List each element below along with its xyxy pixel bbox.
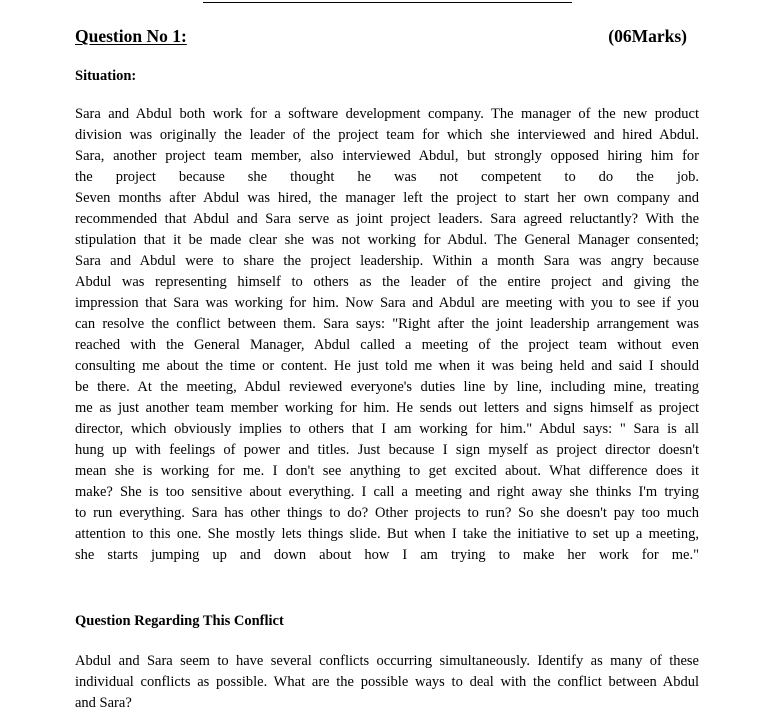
question-paragraph [75,651,699,714]
paragraph-line: Abdul was representing himself to others as the leader of the entire project and giving the [75,274,699,290]
situation-paragraph [75,104,699,566]
paragraph-line: mean she is working for me. I don't see anything to get excited about. What difference does it [75,463,699,479]
paragraph-line: Sara, another project team member, also interviewed Abdul, but strongly opposed hiring him for [75,148,699,164]
paragraph-line: be there. At the meeting, Abdul reviewed everyone's duties line by line, including mine, treating [75,379,699,395]
paragraph-line: Sara and Abdul were to share the project leadership. Within a month Sara was angry because [75,253,699,269]
paragraph-line: and Sara? [75,695,132,711]
paragraph-line: stipulation that it be made clear she was not working for Abdul. The General Manager consented; [75,232,699,248]
paragraph-line: can resolve the conflict between them. Sara says: "Right after the joint leadership arrangement was [75,316,699,332]
question-header [75,26,687,50]
paragraph-line: make? She is too sensitive about everything. I call a meeting and right away she thinks I'm trying [75,484,699,500]
question-section-heading: Question Regarding This Conflict [75,613,284,629]
paragraph-line: recommended that Abdul and Sara serve as joint project leaders. Sara agreed reluctantly? With the [75,211,699,227]
question-marks: (06Marks) [608,26,687,46]
paragraph-line: Abdul and Sara seem to have several conflicts occurring simultaneously. Identify as many of these [75,653,699,669]
paragraph-line: reached with the General Manager, Abdul called a meeting of the project team without even [75,337,699,353]
paragraph-line: Seven months after Abdul was hired, the manager left the project to start her own company and [75,190,699,206]
paragraph-line: hung up with feelings of power and titles. Just because I sign myself as project director doesn't [75,442,699,458]
paragraph-line: director, which obviously implies to others that I am working for him." Abdul says: " Sara is all [75,421,699,437]
paragraph-line: me as just another team member working for him. He sends out letters and signs himself as project [75,400,699,416]
paragraph-line: division was originally the leader of the project team for which she interviewed and hired Abdul. [75,127,699,143]
paragraph-line: Sara and Abdul both work for a software development company. The manager of the new product [75,106,699,122]
paragraph-line: the project because she thought he was not competent to do the job. [75,169,699,185]
paragraph-line: attention to this one. She mostly lets things slide. But when I take the initiative to set up a meeting, [75,526,699,542]
question-title: Question No 1: [75,26,187,46]
paragraph-line: she starts jumping up and down about how I am trying to make her work for me." [75,547,699,563]
paragraph-line: individual conflicts as possible. What are the possible ways to deal with the conflict between Abdul [75,674,699,690]
paragraph-line: consulting me about the time or content. He just told me when it was being held and said I should [75,358,699,374]
top-rule [203,2,572,3]
paragraph-line: impression that Sara was working for him. Now Sara and Abdul are meeting with you to see if you [75,295,699,311]
situation-heading: Situation: [75,68,137,84]
paragraph-line: to run everything. Sara has other things to do? Other projects to run? So she doesn't pay too much [75,505,699,521]
